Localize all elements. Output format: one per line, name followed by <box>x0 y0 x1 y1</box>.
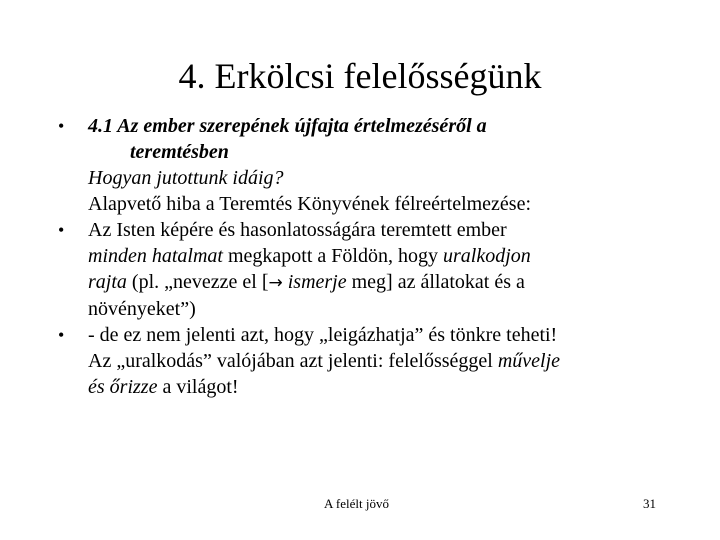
bullet-item-3 <box>58 322 698 400</box>
slide-title: 4. Erkölcsi felelősségünk <box>178 56 542 96</box>
question-line: Hogyan jutottunk idáig? <box>88 167 284 189</box>
item3-line-1: - de ez nem jelenti azt, hogy „leigázhatja” és tönkre teheti! <box>88 324 558 346</box>
statement-line: Alapvető hiba a Teremtés Könyvének félreértelmezése: <box>88 193 532 215</box>
subheading-line-1: 4.1 Az ember szerepének újfajta értelmezéséről a <box>88 115 487 137</box>
bullet-item-2 <box>58 217 698 322</box>
footer-title: A felélt jövő <box>324 496 389 511</box>
page-number: 31 <box>643 496 656 511</box>
bullet-icon: • <box>58 116 65 136</box>
item2-line-2: minden hatalmat megkapott a Földön, hogy uralkodjon <box>88 245 531 267</box>
item2-line-3: rajta (pl. „nevezze el [→ ismerje meg] az állatokat és a <box>88 271 525 293</box>
subheading-line-2: teremtésben <box>130 141 229 163</box>
item2-line-4: növényeket”) <box>88 298 196 320</box>
bullet-icon: • <box>58 220 65 240</box>
arrow-right-icon: → <box>268 273 283 293</box>
slide-body <box>58 113 698 400</box>
item3-line-3: és őrizze a világot! <box>88 376 239 398</box>
bullet-item-1 <box>58 113 698 217</box>
item3-line-2: Az „uralkodás” valójában azt jelenti: felelősséggel művelje <box>88 350 561 372</box>
item2-line-1: Az Isten képére és hasonlatosságára teremtett ember <box>88 219 507 241</box>
bullet-icon: • <box>58 325 65 345</box>
